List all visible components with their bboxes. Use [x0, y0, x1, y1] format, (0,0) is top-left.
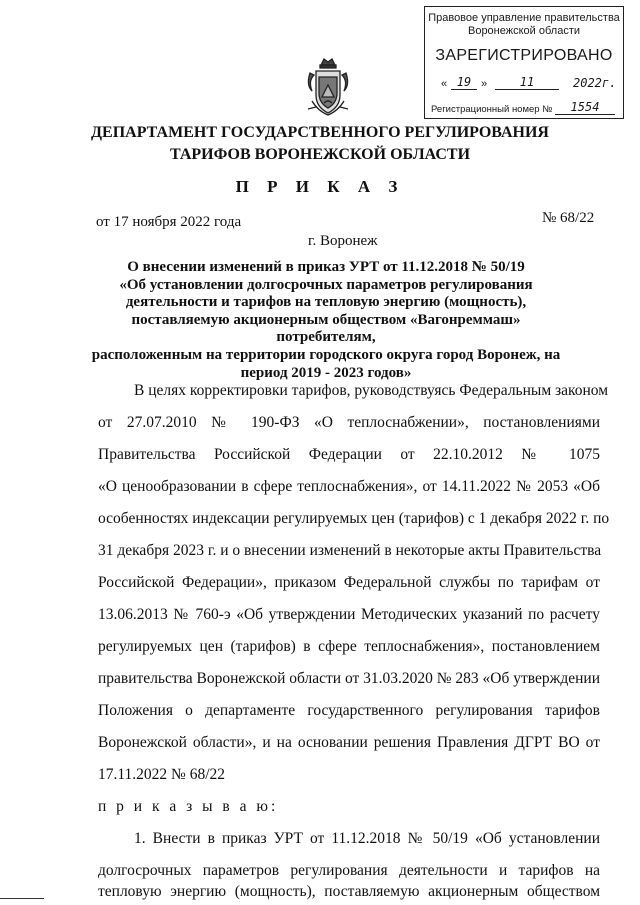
title-line: расположенным на территории городского округа город Воронеж, на	[91, 346, 561, 363]
org-name-line-2: ТАРИФОВ ВОРОНЕЖСКОЙ ОБЛАСТИ	[169, 146, 471, 163]
doc-type: П Р И К А З	[235, 177, 405, 196]
stamp-year: 2022г.	[573, 76, 617, 90]
stamp-open-quote: «	[441, 78, 448, 90]
item1-line: 1. Внести в приказ УРТ от 11.12.2018 № 50/19 «Об установлении	[134, 830, 600, 847]
title-line: О внесении изменений в приказ УРТ от 11.12.2018 № 50/19	[127, 259, 525, 275]
stamp-line-1: Правовое управление правительства	[428, 12, 620, 24]
org-name-line-1: ДЕПАРТАМЕНТ ГОСУДАРСТВЕННОГО РЕГУЛИРОВАНИЯ	[91, 124, 549, 141]
title-line: деятельности и тарифов на тепловую энергию (мощность),	[125, 294, 527, 311]
preamble-line: «О ценообразовании в сфере теплоснабжения», от 14.11.2022 № 2053 «Об	[98, 478, 600, 495]
title-line: период 2019 - 2023 годов»	[240, 364, 412, 381]
preamble-line: 31 декабря 2023 г. и о внесении изменений в некоторые акты Правительства	[98, 542, 602, 559]
coat-of-arms-icon	[302, 55, 354, 121]
preamble-line: 13.06.2013 № 760-э «Об утверждении Методических указаний по расчету	[98, 606, 600, 623]
preamble-line: Российской Федерации», приказом Федеральной службы по тарифам от	[98, 574, 600, 591]
preamble-line: Воронежской области», и на основании решения Правления ДГРТ ВО от	[98, 734, 600, 751]
stamp-line-2: Воронежской области	[467, 25, 580, 37]
doc-title	[84, 259, 568, 382]
preamble-line: 17.11.2022 № 68/22	[98, 766, 226, 783]
stamp-date-row	[433, 72, 615, 90]
preamble-line: особенностях индексации регулируемых цен (тарифов) с 1 декабря 2022 г. по	[98, 510, 610, 527]
stamp-day: 19	[451, 75, 477, 90]
stamp-close-quote: »	[481, 78, 488, 90]
preamble-line: В целях корректировки тарифов, руководствуясь Федеральным законом	[134, 382, 609, 399]
registration-stamp	[424, 6, 624, 119]
footer-rule	[0, 898, 44, 899]
doc-date: от 17 ноября 2022 года	[96, 214, 242, 230]
preamble-line: Положения о департаменте государственного регулирования тарифов	[98, 702, 600, 719]
preamble-line: правительства Воронежской области от 31.03.2020 № 283 «Об утверждении	[98, 670, 600, 687]
stamp-month: 11	[495, 75, 559, 90]
stamp-registered: ЗАРЕГИСТРИРОВАНО	[435, 47, 613, 64]
item1-line: долгосрочных параметров регулирования деятельности и тарифов на	[98, 862, 600, 879]
stamp-reg-label: Регистрационный номер №	[431, 104, 553, 115]
doc-city: г. Воронеж	[308, 233, 378, 249]
preamble-line: Правительства Российской Федерации от 22.10.2012 № 1075	[98, 446, 600, 463]
stamp-reg-row	[431, 99, 617, 115]
orders-word: п р и к а з ы в а ю:	[98, 798, 279, 815]
preamble-line: регулируемых цен (тарифов) в сфере теплоснабжения», постановлением	[98, 638, 600, 655]
item1-line: тепловую энергию (мощность), поставляемую акционерным обществом	[98, 883, 600, 900]
title-line: поставляемую акционерным обществом «Вагонреммаш» потребителям,	[131, 311, 521, 346]
title-line: «Об установлении долгосрочных параметров регулирования	[119, 276, 533, 293]
stamp-reg-number: 1554	[555, 100, 615, 115]
doc-number: № 68/22	[542, 210, 595, 226]
preamble-line: от 27.07.2010 № 190-ФЗ «О теплоснабжении», постановлениями	[98, 414, 600, 431]
